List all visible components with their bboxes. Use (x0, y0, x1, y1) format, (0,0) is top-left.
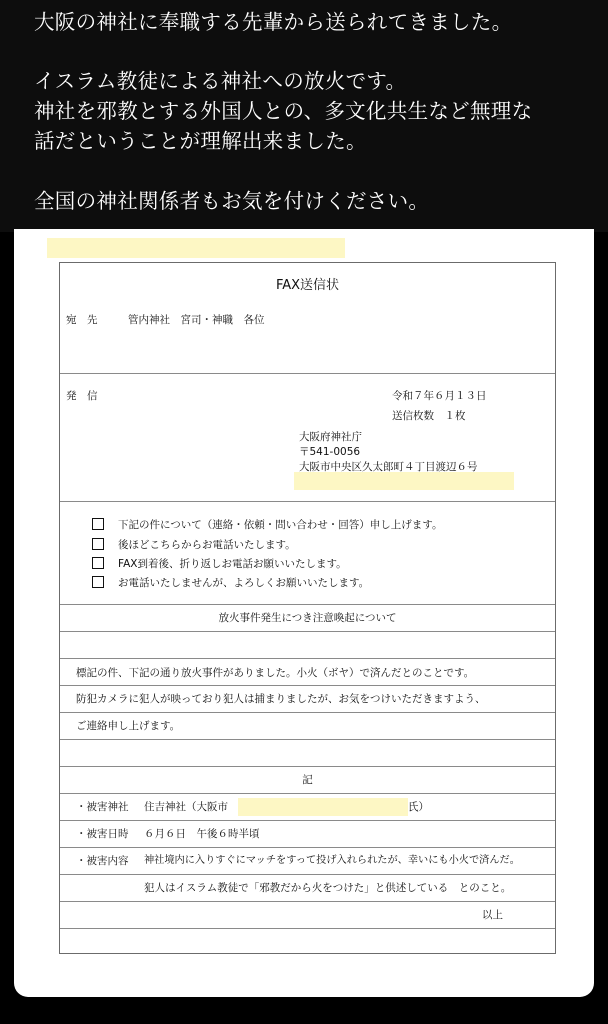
post-text-area (0, 0, 608, 232)
divider (60, 631, 555, 632)
divider (60, 766, 555, 767)
shrine-suffix: 氏） (408, 801, 429, 813)
divider (60, 604, 555, 605)
checkbox[interactable] (92, 576, 104, 588)
date-value: ６月６日 午後６時半頃 (144, 828, 260, 840)
shrine-label: ・被害神社 (76, 801, 129, 813)
check-label: お電話いたしませんが、よろしくお願いいたします。 (118, 577, 370, 589)
body-line: 標記の件、下記の通り放火事件がありました。小火（ボヤ）で済んだとのことです。 (76, 667, 475, 679)
divider (60, 739, 555, 740)
checkbox[interactable] (92, 538, 104, 550)
end-mark: 以上 (482, 909, 503, 921)
sender-address: 大阪市中央区久太郎町４丁目渡辺６号 (299, 461, 478, 473)
check-label: FAX到着後、折り返しお電話お願いいたします。 (118, 558, 347, 570)
to-label: 宛 先 (66, 314, 98, 326)
post-line: イスラム教徒による神社への放火です。 (34, 69, 407, 93)
body-line: ご連絡申し上げます。 (76, 720, 181, 732)
divider (60, 712, 555, 713)
post-line: 全国の神社関係者もお気を付けください。 (34, 189, 430, 213)
fax-form (59, 262, 556, 954)
content-value: 神社境内に入りすぐにマッチをすって投げ入れられたが、幸いにも小火で済んだ。 (144, 855, 520, 866)
divider (60, 928, 555, 929)
fax-document-image[interactable] (14, 229, 594, 997)
ki-heading: 記 (302, 774, 313, 786)
post-line: 大阪の神社に奉職する先輩から送られてきました。 (34, 10, 513, 34)
redaction-highlight (47, 238, 345, 258)
page-count: 送信枚数 １枚 (392, 410, 466, 422)
check-label: 下記の件について（連絡・依頼・問い合わせ・回答）申し上げます。 (118, 519, 443, 531)
checkbox[interactable] (92, 518, 104, 530)
subject: 放火事件発生につき注意喚起について (218, 612, 397, 624)
post-line: 話だということが理解出来ました。 (34, 129, 367, 153)
date-label: ・被害日時 (76, 828, 129, 840)
post-line: 神社を邪教とする外国人との、多文化共生など無理な (34, 99, 533, 123)
divider (60, 373, 555, 374)
from-label: 発 信 (66, 390, 98, 402)
sender-name: 大阪府神社庁 (299, 431, 362, 443)
body-line: 防犯カメラに犯人が映っており犯人は捕まりましたが、お気をつけいただきますよう、 (76, 693, 486, 705)
shrine-value: 住吉神社（大阪市 (144, 801, 228, 813)
divider (60, 901, 555, 902)
checkbox[interactable] (92, 557, 104, 569)
divider (60, 820, 555, 821)
divider (60, 793, 555, 794)
content-label: ・被害内容 (76, 855, 129, 867)
redaction-highlight (294, 472, 514, 490)
divider (60, 874, 555, 875)
redaction-highlight (238, 798, 408, 816)
postal-code: 〒541-0056 (299, 446, 361, 458)
send-date: 令和７年６月１３日 (392, 390, 487, 402)
divider (60, 685, 555, 686)
divider (60, 501, 555, 502)
fax-title: FAX送信状 (275, 278, 340, 293)
divider (60, 847, 555, 848)
divider (60, 658, 555, 659)
culprit-note: 犯人はイスラム教徒で「邪教だから火をつけた」と供述している とのこと。 (144, 882, 512, 894)
to-value: 管内神社 宮司・神職 各位 (128, 314, 265, 326)
check-label: 後ほどこちらからお電話いたします。 (118, 539, 296, 551)
